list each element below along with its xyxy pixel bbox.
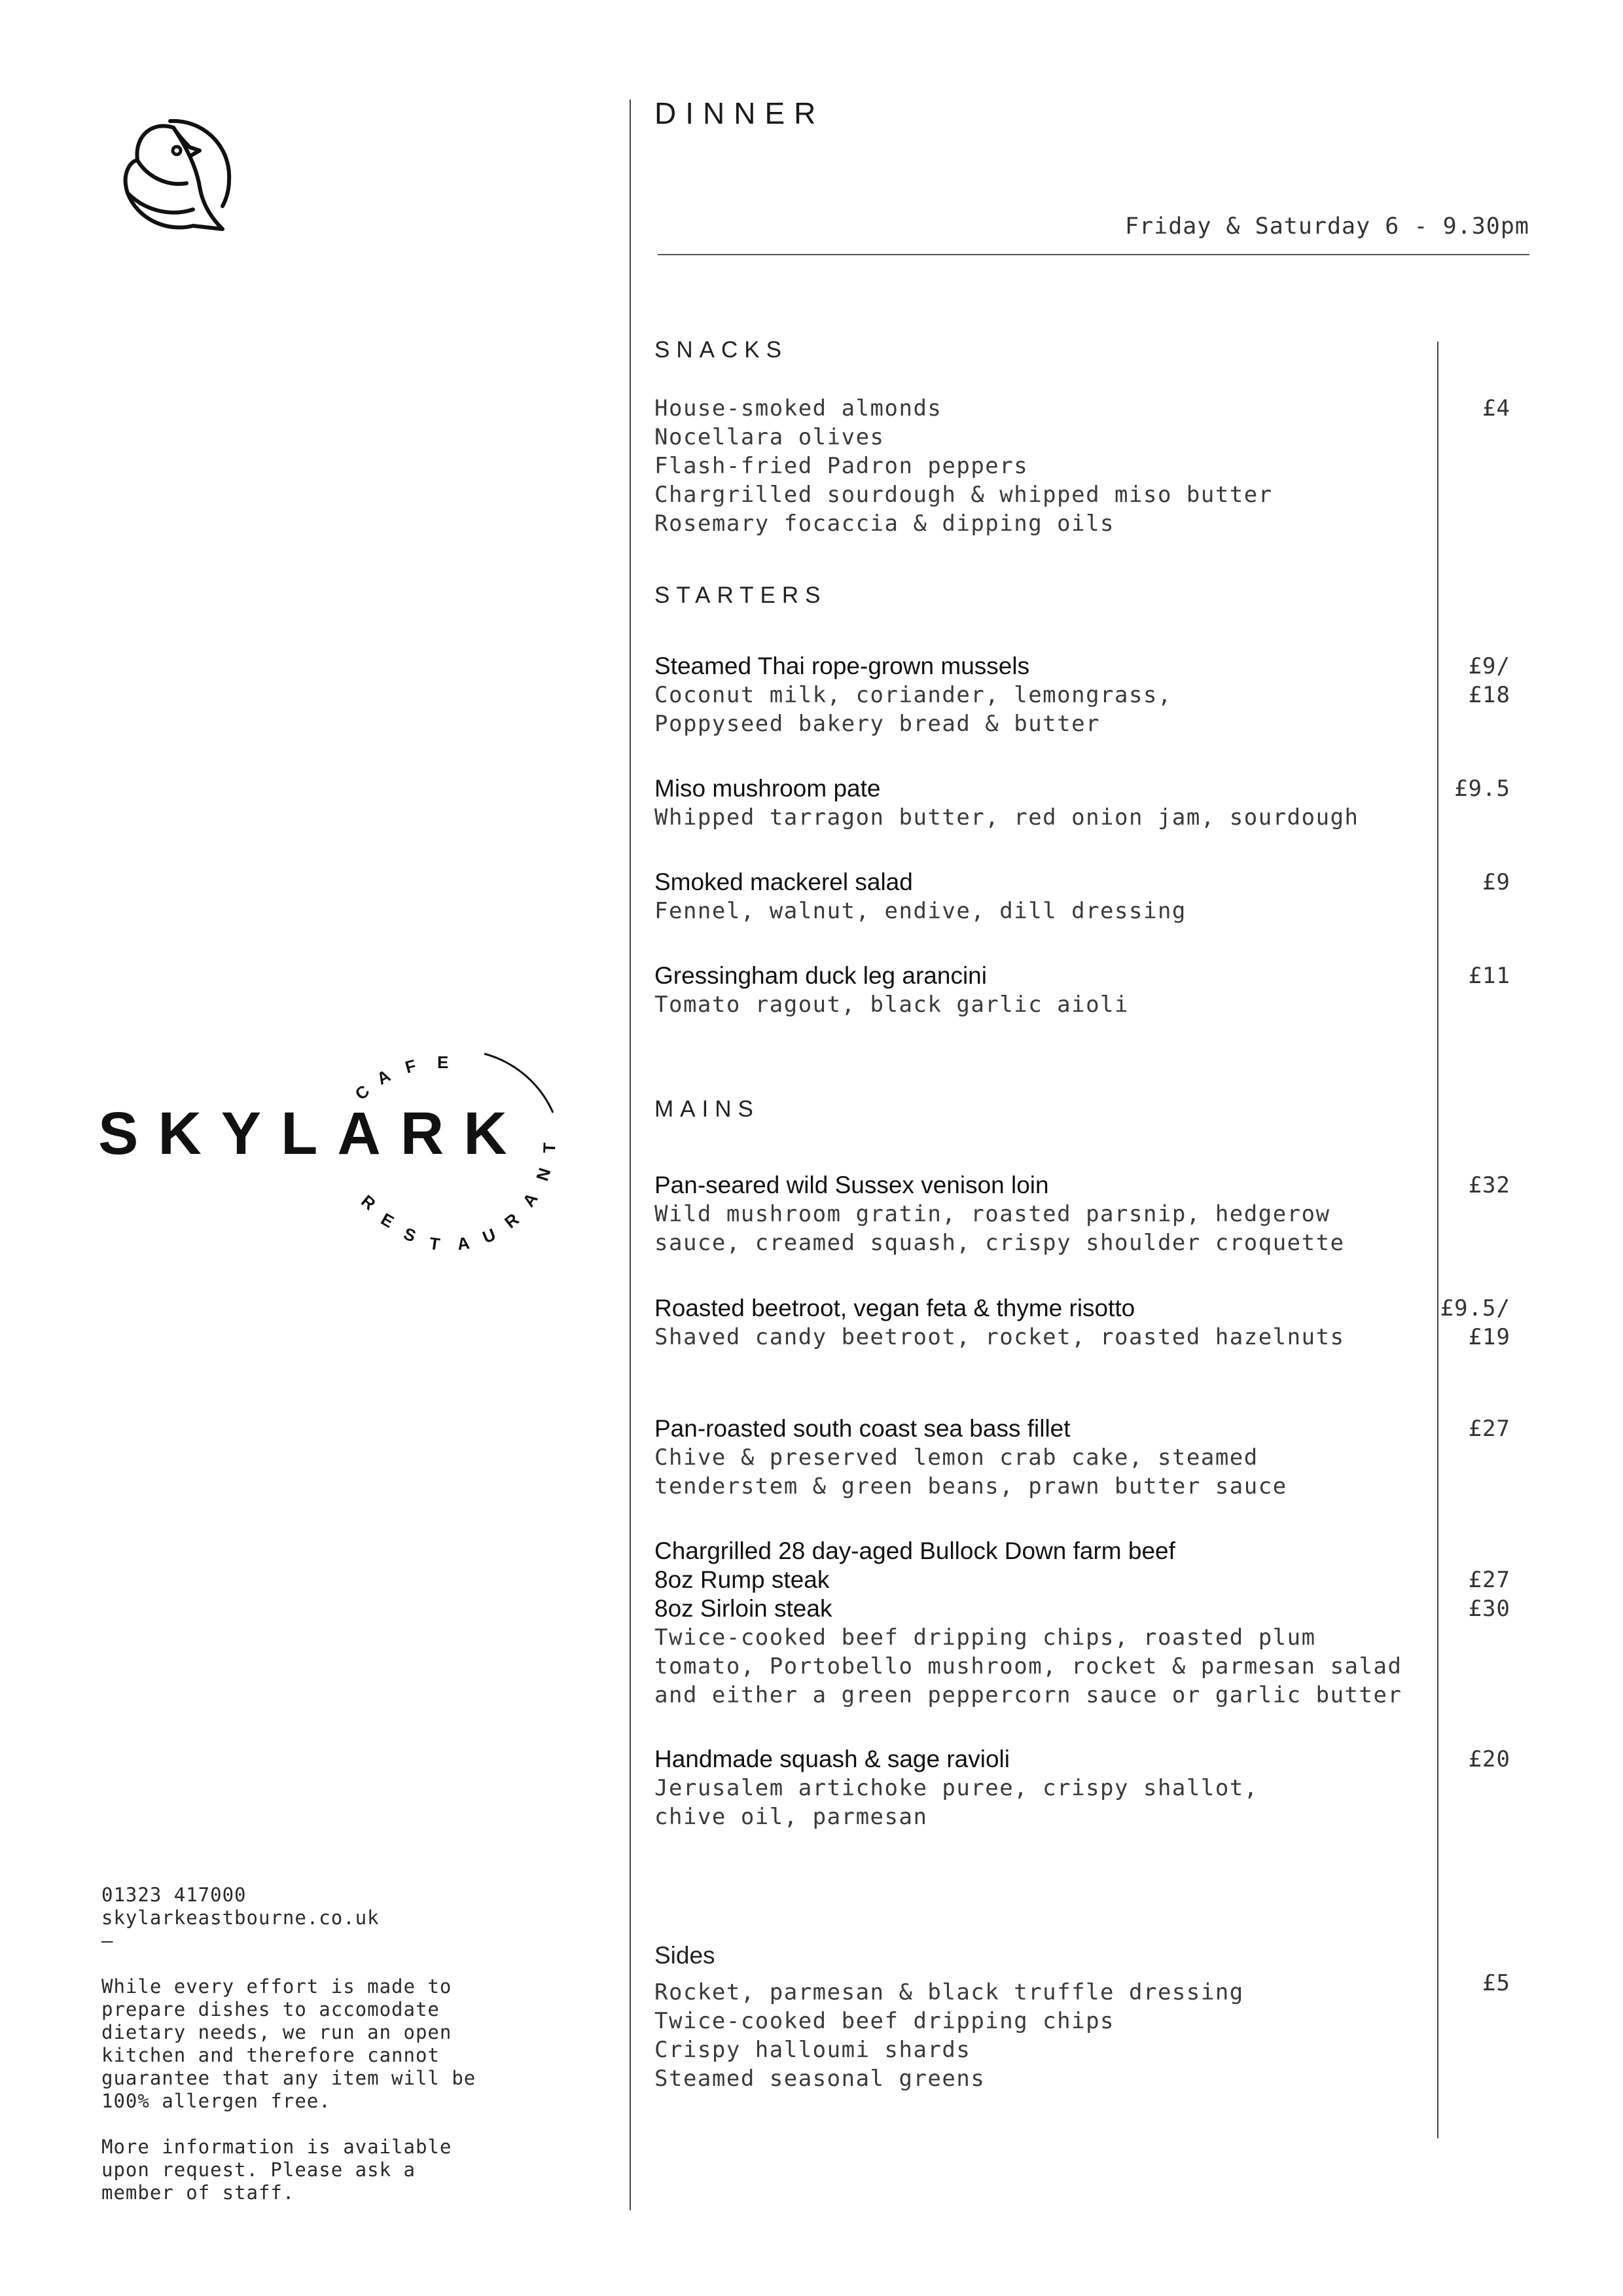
dish-description: sauce, creamed squash, crispy shoulder croquette <box>654 1230 1345 1256</box>
dish-title: Gressingham duck leg arancini <box>654 962 987 989</box>
menu-item <box>654 1414 1407 1501</box>
dish-description: tenderstem & green beans, prawn butter sauce <box>654 1473 1287 1499</box>
dish-description: Poppyseed bakery bread & butter <box>654 711 1101 737</box>
menu-item <box>654 1171 1407 1257</box>
section-heading-snacks: SNACKS <box>654 337 788 363</box>
dish-price <box>1440 1294 1510 1352</box>
list-item: Steamed seasonal greens <box>654 2066 986 2092</box>
ring-letter: N <box>532 1165 555 1183</box>
dish-description: Wild mushroom gratin, roasted parsnip, hedgerow <box>654 1201 1330 1227</box>
menu-item <box>654 1294 1407 1352</box>
brand-name: SKYLARK <box>98 1100 527 1167</box>
dish-price: £20 <box>1468 1746 1510 1772</box>
section-heading-sides: Sides <box>654 1942 715 1969</box>
dish-description: Shaved candy beetroot, rocket, roasted hazelnuts <box>654 1324 1345 1350</box>
dish-price <box>1469 1566 1510 1623</box>
dish-description: Twice-cooked beef dripping chips, roasted plum <box>654 1624 1316 1651</box>
menu-item <box>654 961 1407 1019</box>
dish-price: £11 <box>1468 963 1510 989</box>
dish-title: Steamed Thai rope-grown mussels <box>654 653 1030 679</box>
list-item: Flash-fried Padron peppers <box>654 453 1029 479</box>
opening-hours: Friday & Saturday 6 - 9.30pm <box>1124 213 1529 240</box>
price-sides: £5 <box>1482 1970 1510 1996</box>
price-line: £27 <box>1468 1567 1510 1593</box>
skylark-bird-logo-icon <box>108 115 239 245</box>
dish-description: Tomato ragout, black garlic aioli <box>654 992 1130 1018</box>
list-item: House-smoked almonds <box>654 395 942 422</box>
info-note: More information is available upon request. Please ask a member of staff. <box>101 2136 452 2204</box>
price-column-divider <box>1437 342 1438 2138</box>
dish-description: Coconut milk, coriander, lemongrass, <box>654 682 1172 708</box>
price-snacks: £4 <box>1482 395 1510 422</box>
allergen-note: While every effort is made to prepare dishes to accomodate dietary needs, we run an open kitchen and therefore cannot guarantee that any item will be 100% allergen free. <box>101 1975 476 2112</box>
ring-letter: T <box>428 1233 442 1255</box>
dish-title: Miso mushroom pate <box>654 775 881 802</box>
dish-option: 8oz Rump steak <box>654 1566 830 1593</box>
dish-description: tomato, Portobello mushroom, rocket & parmesan salad <box>654 1653 1402 1679</box>
dish-price: £27 <box>1468 1416 1510 1442</box>
dish-description: and either a green peppercorn sauce or garlic butter <box>654 1682 1402 1708</box>
ring-letter: U <box>480 1224 499 1247</box>
menu-item <box>654 774 1407 832</box>
brand-wordmark <box>85 1028 582 1302</box>
phone-number: 01323 417000 <box>101 1884 247 1906</box>
dish-price <box>1469 652 1510 709</box>
dish-description: chive oil, parmesan <box>654 1804 928 1830</box>
menu-item <box>654 652 1407 738</box>
ring-letter: T <box>539 1142 560 1154</box>
list-item: Crispy halloumi shards <box>654 2037 971 2063</box>
dish-description: Whipped tarragon butter, red onion jam, sourdough <box>654 804 1359 831</box>
footer-dash: — <box>101 1929 114 1952</box>
price-line: £9.5/ <box>1440 1295 1510 1321</box>
ring-letter: E <box>378 1209 398 1232</box>
dish-title: Pan-seared wild Sussex venison loin <box>654 1172 1049 1198</box>
sides-list <box>654 1978 1407 2093</box>
header-rule <box>658 254 1529 255</box>
dish-price: £9 <box>1482 869 1510 895</box>
list-item: Rocket, parmesan & black truffle dressing <box>654 1979 1244 2005</box>
section-heading-starters: STARTERS <box>654 583 827 608</box>
section-heading-mains: MAINS <box>654 1096 760 1122</box>
list-item: Rosemary focaccia & dipping oils <box>654 511 1115 537</box>
dish-title: Smoked mackerel salad <box>654 869 913 895</box>
price-line: £30 <box>1468 1596 1510 1622</box>
price-line: £9/ <box>1468 653 1510 679</box>
dish-description: Jerusalem artichoke puree, crispy shallot, <box>654 1775 1258 1801</box>
left-divider <box>630 99 631 2210</box>
menu-title: DINNER <box>654 96 825 130</box>
ring-letter: A <box>373 1065 394 1089</box>
list-item: Twice-cooked beef dripping chips <box>654 2008 1115 2034</box>
ring-letter: E <box>437 1052 449 1072</box>
menu-item <box>654 1537 1407 1710</box>
ring-letter: F <box>402 1055 418 1077</box>
dish-option: 8oz Sirloin steak <box>654 1595 832 1622</box>
dish-title: Chargrilled 28 day-aged Bullock Down farm beef <box>654 1537 1175 1564</box>
footer <box>101 1884 481 2204</box>
dish-price: £32 <box>1468 1172 1510 1198</box>
list-item: Nocellara olives <box>654 424 885 450</box>
dish-description: Chive & preserved lemon crab cake, steamed <box>654 1444 1258 1471</box>
ring-letter: C <box>351 1081 374 1104</box>
price-line: £18 <box>1468 682 1510 708</box>
price-line: £19 <box>1468 1324 1510 1350</box>
ring-letter: A <box>455 1232 471 1254</box>
menu-item <box>654 1745 1407 1831</box>
ring-letter: A <box>518 1189 542 1211</box>
list-item: Chargrilled sourdough & whipped miso butter <box>654 482 1273 508</box>
website-link[interactable]: skylarkeastbourne.co.uk <box>101 1907 380 1929</box>
ring-letter: R <box>357 1191 380 1214</box>
snacks-list <box>654 394 1407 538</box>
ring-letter: R <box>501 1209 523 1232</box>
dish-title: Pan-roasted south coast sea bass fillet <box>654 1415 1071 1442</box>
menu-item <box>654 868 1407 925</box>
dish-description: Fennel, walnut, endive, dill dressing <box>654 898 1186 924</box>
dish-title: Handmade squash & sage ravioli <box>654 1746 1010 1772</box>
dish-price: £9.5 <box>1454 776 1510 802</box>
ring-letter: S <box>401 1223 419 1246</box>
dish-title: Roasted beetroot, vegan feta & thyme risotto <box>654 1295 1135 1321</box>
